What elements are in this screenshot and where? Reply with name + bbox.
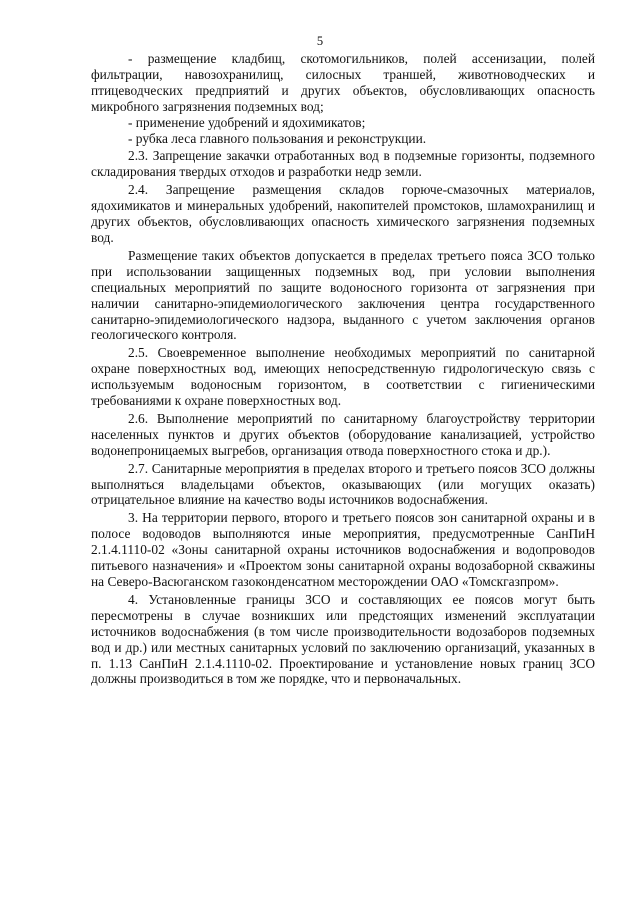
paragraph-third-zone: Размещение таких объектов допускается в пределах третьего пояса ЗСО только при использовании защищенных подземных вод, при условии выполнения специальных мероприятий по защите водоносного горизонта от загрязнения при наличии санитарно-эпидемиологического заключения центра государственного санитарно-эпидемиологического надзора, выданного с учетом заключения органов геологического контроля.	[91, 247, 595, 343]
document-body	[91, 51, 595, 687]
paragraph-2-3: 2.3. Запрещение закачки отработанных вод в подземные горизонты, подземного складирования твердых отходов и разработки недр земли.	[91, 148, 595, 180]
paragraph-2-5: 2.5. Своевременное выполнение необходимых мероприятий по санитарной охране поверхностных вод, имеющих непосредственную гидрологическую связь с используемым водоносным горизонтом, в соответствии с гигиеническими требованиями к охране поверхностных вод.	[91, 345, 595, 409]
page-number: 5	[316, 34, 324, 48]
paragraph-prohibited-placement: - размещение кладбищ, скотомогильников, полей ассенизации, полей фильтрации, навозохранилищ, силосных траншей, животноводческих и птицеводческих предприятий и других объектов, обусловливающих опасность микробного загрязнения подземных вод;	[91, 51, 595, 114]
paragraph-fertilizers: - применение удобрений и ядохимикатов;	[128, 114, 366, 130]
paragraph-4: 4. Установленные границы ЗСО и составляющих ее поясов могут быть пересмотрены в случае возникших или предстоящих изменений эксплуатации источников водоснабжения (в том числе производительности водозаборов подземных вод и др.) или местных санитарных условий по заключению организаций, указанных в п. 1.13 СанПиН 2.1.4.1110-02. Проектирование и установление новых границ ЗСО должны производиться в том же порядке, что и первоначальных.	[91, 591, 595, 687]
paragraph-2-7: 2.7. Санитарные мероприятия в пределах второго и третьего поясов ЗСО должны выполняться владельцами объектов, оказывающих (или могущих оказать) отрицательное влияние на качество воды источников водоснабжения.	[91, 460, 595, 508]
paragraph-2-6: 2.6. Выполнение мероприятий по санитарному благоустройству территории населенных пунктов и других объектов (оборудование канализацией, устройство водонепроницаемых выгребов, организация отвода поверхностного стока и др.).	[91, 410, 595, 458]
paragraph-logging: - рубка леса главного пользования и реконструкции.	[128, 130, 427, 146]
paragraph-2-4: 2.4. Запрещение размещения складов горюче-смазочных материалов, ядохимикатов и минеральных удобрений, накопителей промстоков, шламохранилищ и других объектов, обусловливающих опасность химического загрязнения подземных вод.	[91, 182, 595, 245]
paragraph-3: 3. На территории первого, второго и третьего поясов зон санитарной охраны и в полосе водоводов выполняются иные мероприятия, предусмотренные СанПиН 2.1.4.1110-02 «Зоны санитарной охраны источников водоснабжения и водопроводов питьевого назначения» и «Проектом зоны санитарной охраны водозаборной скважины на Северо-Васюганском газоконденсатном месторождении ОАО «Томскгазпром».	[91, 510, 595, 589]
